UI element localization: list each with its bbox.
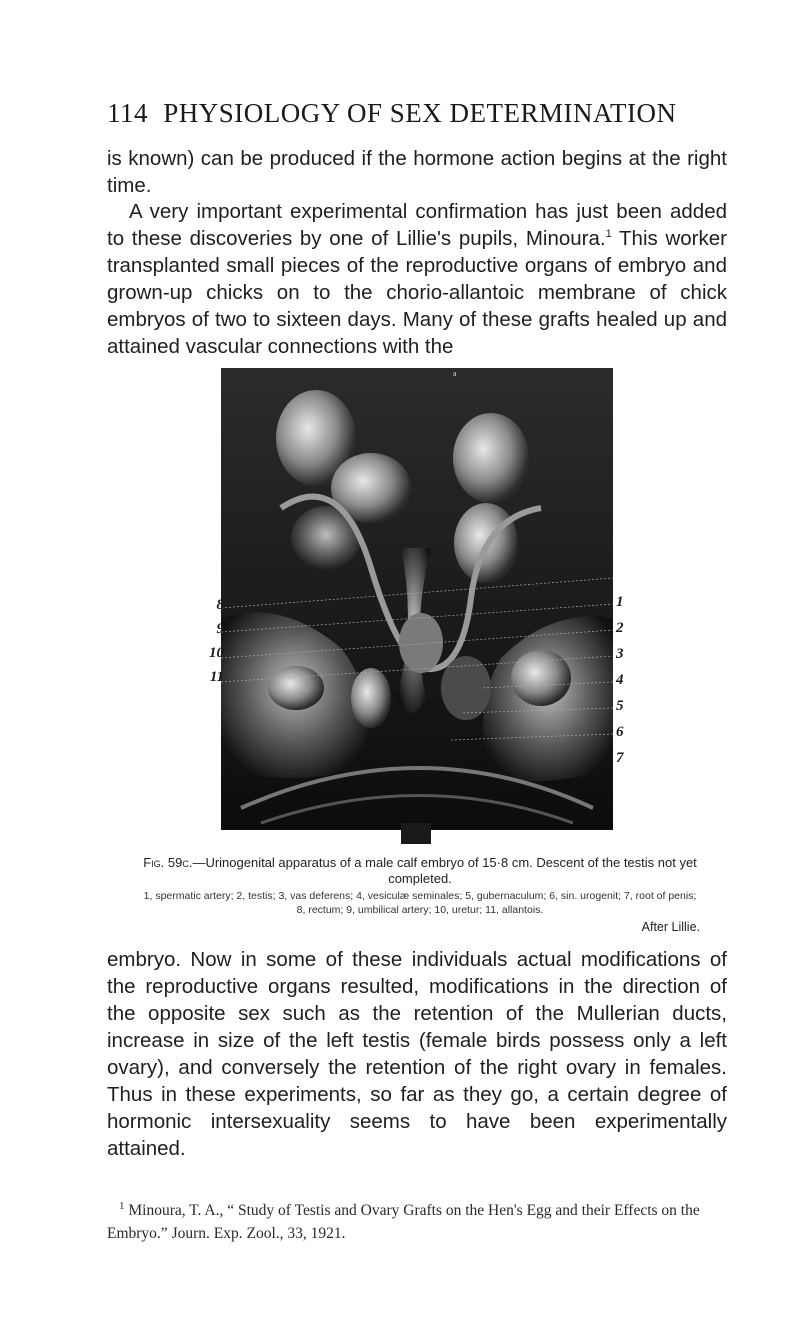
figure-label: 9 xyxy=(216,621,224,637)
figure-label: 8 xyxy=(216,597,224,613)
paragraph-2-text-b: This worker transplanted small pieces of the reproductive organs of embryo and grown-up chicks on to the chorio-allantoic membrane of chick embryos of two to sixteen days. Many of these grafts healed up and attained vascular connections with the xyxy=(107,227,727,358)
figure-label: 6 xyxy=(616,724,624,740)
page-number: 114 xyxy=(107,98,148,128)
figure-label: 3 xyxy=(616,646,624,662)
footnote xyxy=(107,1199,727,1245)
footnote-marker: 1 xyxy=(119,1199,125,1212)
figure-legend: 1, spermatic artery; 2, testis; 3, vas deferens; 4, vesiculæ seminales; 5, gubernaculum; 6, sin. urogenit; 7, root of penis; 8, rectum; 9, umbilical artery; 10, uretur; 11, allantois. xyxy=(143,890,697,916)
figure-label: 10 xyxy=(209,645,224,661)
figure-number: Fig. 59c. xyxy=(143,855,193,870)
figure-label: 5 xyxy=(616,698,624,714)
figure-caption-text: —Urinogenital apparatus of a male calf embryo of 15·8 cm. Descent of the testis not yet completed. xyxy=(192,855,697,886)
footnote-reference[interactable]: 1 xyxy=(605,228,612,241)
figure-label: 1 xyxy=(616,594,624,610)
running-title: PHYSIOLOGY OF SEX DETERMINATION xyxy=(163,98,677,128)
anatomical-figure xyxy=(221,368,613,844)
figure-top-label: a xyxy=(453,369,457,378)
figure-label: 2 xyxy=(616,620,624,636)
footnote-text: Minoura, T. A., “ Study of Testis and Ovary Grafts on the Hen's Egg and their Effects on the Embryo.” Journ. Exp. Zool., 33, 1921. xyxy=(107,1202,700,1242)
figure-caption xyxy=(140,855,700,887)
figure-label: 7 xyxy=(616,750,624,766)
figure-credit: After Lillie. xyxy=(641,920,700,934)
running-header xyxy=(107,98,727,129)
paragraph-2-text-a: A very important experimental confirmation has just been added to these discoveries by one of Lillie's pupils, Minoura. xyxy=(107,200,727,250)
paragraph-3: embryo. Now in some of these individuals actual modifications of the reproductive organs resulted, modifications in the direction of the opposite sex such as the retention of the Mullerian ducts, increase in size of the left testis (female birds possess only a left ovary), and conversely the retention of the right ovary in females. Thus in these experiments, so far as they go, a certain degree of hormonic intersexuality seems to have been experimentally attained. xyxy=(107,948,727,1160)
figure-labels-right xyxy=(616,589,640,771)
paragraph-2 xyxy=(107,198,727,360)
figure-label: 4 xyxy=(616,672,624,688)
paragraph-1: is known) can be produced if the hormone action begins at the right time. xyxy=(107,147,727,197)
figure-label: 11 xyxy=(209,669,224,685)
figure-labels-left xyxy=(200,593,224,689)
